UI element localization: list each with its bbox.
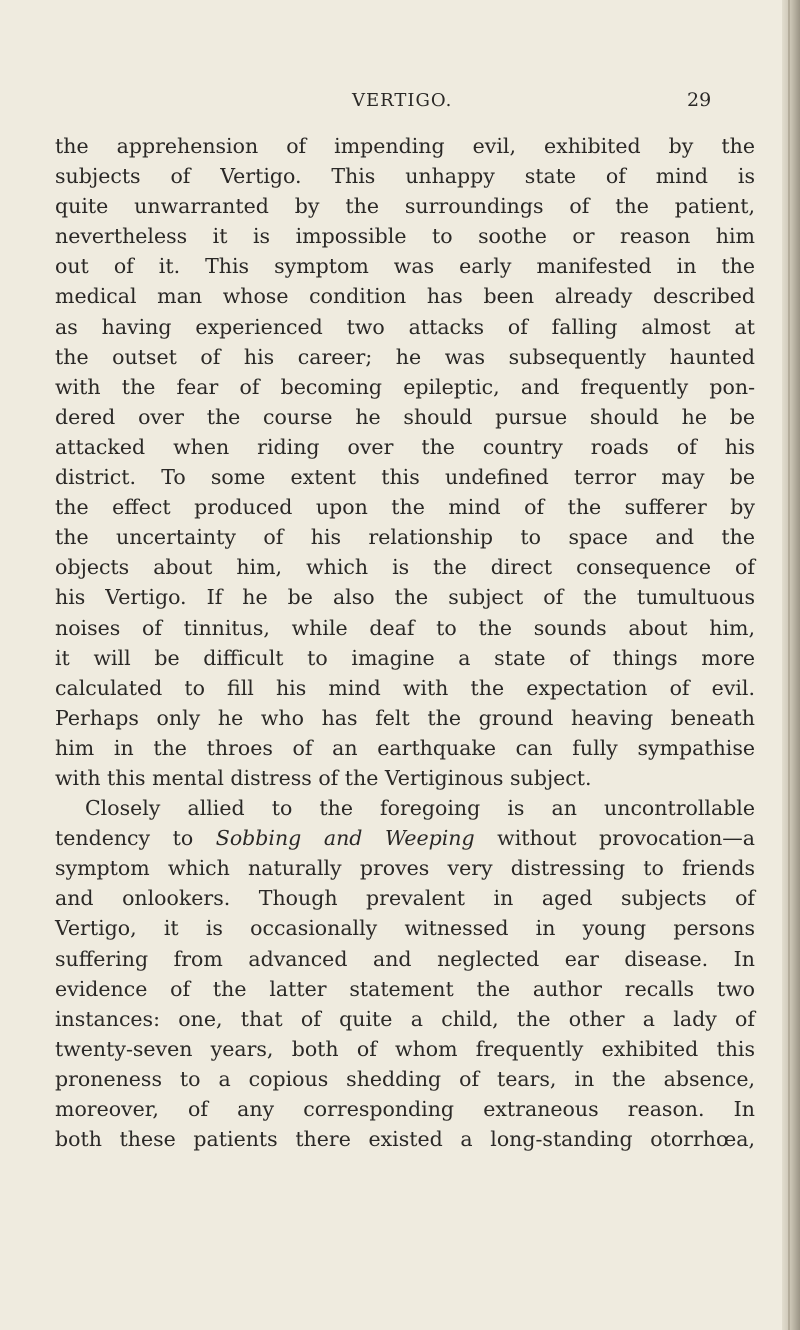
page-edge-line [788,0,790,1330]
text-line: and onlookers. Though prevalent in aged subjects of [55,886,755,911]
text-line: nevertheless it is impossible to soothe or reason him [55,224,755,249]
text-line: attacked when riding over the country roads of his [55,434,755,459]
text-line: twenty-seven years, both of whom frequently exhibited this [55,1036,755,1061]
text-line: the uncertainty of his relationship to space and the [55,525,755,550]
text-line: district. To some extent this undefined terror may be [55,465,755,490]
text-line: his Vertigo. If he be also the subject of the tumultuous [55,585,755,610]
text-line: quite unwarranted by the surroundings of the patient, [55,194,755,219]
text-line: it will be difficult to imagine a state of things more [55,645,755,670]
text-line: with this mental distress of the Vertiginous subject. [55,765,592,790]
text-line: dered over the course he should pursue should he be [55,404,755,429]
text-line: subjects of Vertigo. This unhappy state of mind is [55,164,755,189]
text-line: objects about him, which is the direct consequence of [55,555,755,580]
text-body [55,131,755,1154]
text-line-with-italic [55,823,755,853]
text-line: noises of tinnitus, while deaf to the sounds about him, [55,615,755,640]
text-line: out of it. This symptom was early manifested in the [55,254,755,279]
text-segment: without provocation—a [474,826,756,851]
page-number: 29 [687,89,712,111]
page-edge-shadow [782,0,800,1330]
text-line: evidence of the latter statement the author recalls two [55,976,755,1001]
text-line: as having experienced two attacks of falling almost at [55,314,755,339]
text-segment: tendency to [55,826,216,851]
text-line: with the fear of becoming epileptic, and frequently pon- [55,374,755,399]
italic-phrase: Sobbing and Weeping [215,826,475,851]
running-title: VERTIGO. [352,90,453,111]
text-line: him in the throes of an earthquake can fully sympathise [55,735,755,760]
text-line: proneness to a copious shedding of tears, in the absence, [55,1066,755,1091]
text-line: the apprehension of impending evil, exhibited by the [55,134,755,158]
text-line: medical man whose condition has been already described [55,284,755,309]
text-line: Vertigo, it is occasionally witnessed in young persons [55,916,755,941]
text-line: suffering from advanced and neglected ear disease. In [55,946,755,971]
text-line: both these patients there existed a long-standing otorrhœa, [55,1127,755,1152]
text-line: moreover, of any corresponding extraneous reason. In [55,1097,755,1121]
text-line: the outset of his career; he was subsequently haunted [55,344,755,369]
text-line: the effect produced upon the mind of the sufferer by [55,495,755,520]
paragraph-start-line: Closely allied to the foregoing is an uncontrollable [85,796,755,821]
text-line: Perhaps only he who has felt the ground heaving beneath [55,705,755,730]
text-line: symptom which naturally proves very distressing to friends [55,856,755,881]
text-line: instances: one, that of quite a child, the other a lady of [55,1006,755,1031]
text-line: calculated to fill his mind with the expectation of evil. [55,675,755,700]
